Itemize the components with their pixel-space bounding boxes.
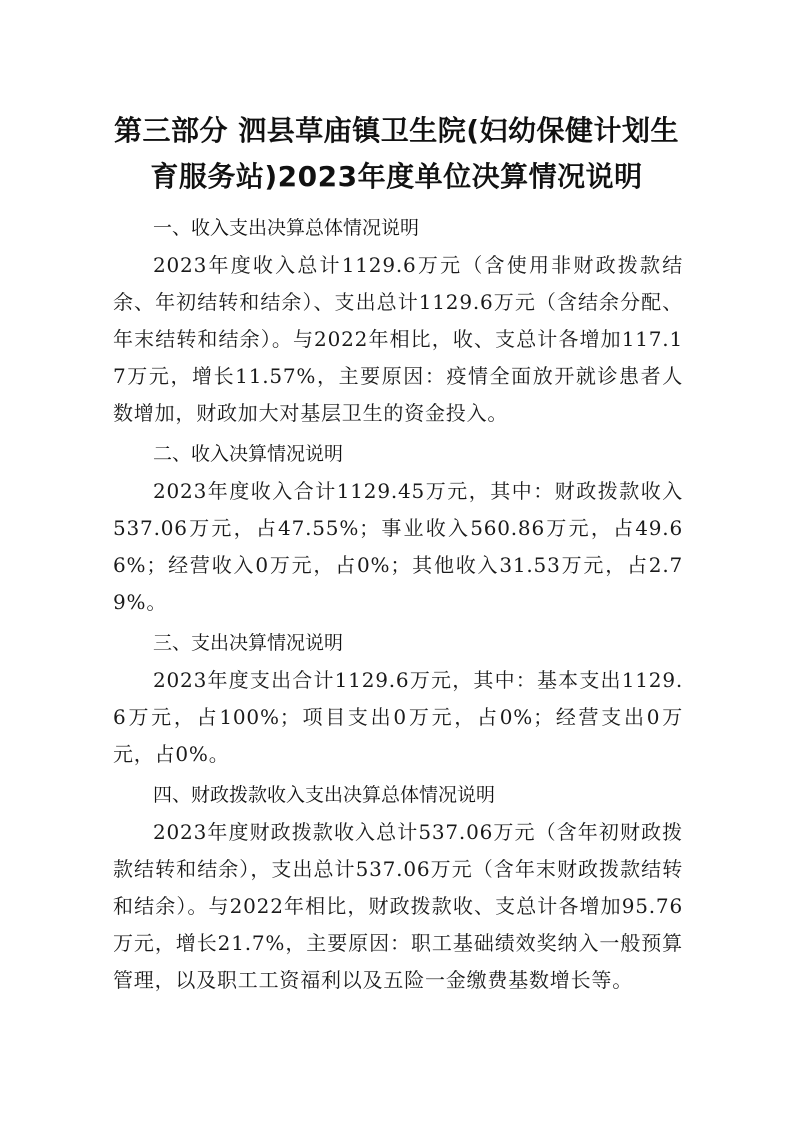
section-heading: 二、收入决算情况说明 xyxy=(153,443,344,465)
document-body xyxy=(113,210,683,1003)
section-heading: 三、支出决算情况说明 xyxy=(153,632,344,654)
section-expenditure xyxy=(113,625,683,773)
section-paragraph: 2023年度财政拨款收入总计537.06万元（含年初财政拨款结转和结余），支出总计537.06万元（含年末财政拨款结转和结余）。与2022年相比，财政拨款收、支总计各增加95.76万元，增长21.7%，主要原因：职工基础绩效奖纳入一般预算管理，以及职工工资福利以及五险一金缴费基数增长等。 xyxy=(113,820,683,992)
section-paragraph: 2023年度收入总计1129.6万元（含使用非财政拨款结余、年初结转和结余）、支出总计1129.6万元（含结余分配、年末结转和结余）。与2022年相比，收、支总计各增加117.17万元，增长11.57%，主要原因：疫情全面放开就诊患者人数增加，财政加大对基层卫生的资金投入。 xyxy=(113,253,683,425)
section-heading: 四、财政拨款收入支出决算总体情况说明 xyxy=(153,784,496,806)
section-income-expenditure-overview xyxy=(113,210,683,432)
section-income xyxy=(113,436,683,621)
section-paragraph: 2023年度收入合计1129.45万元，其中：财政拨款收入537.06万元，占47.55%；事业收入560.86万元，占49.66%；经营收入0万元，占0%；其他收入31.53万元，占2.79%。 xyxy=(113,479,683,614)
section-paragraph: 2023年度支出合计1129.6万元，其中：基本支出1129.6万元，占100%；项目支出0万元，占0%；经营支出0万元，占0%。 xyxy=(113,668,683,766)
section-fiscal-appropriation xyxy=(113,777,683,999)
section-heading: 一、收入支出决算总体情况说明 xyxy=(153,217,420,239)
document-title: 第三部分 泗县草庙镇卫生院(妇幼保健计划生育服务站)2023年度单位决算情况说明 xyxy=(113,114,680,193)
